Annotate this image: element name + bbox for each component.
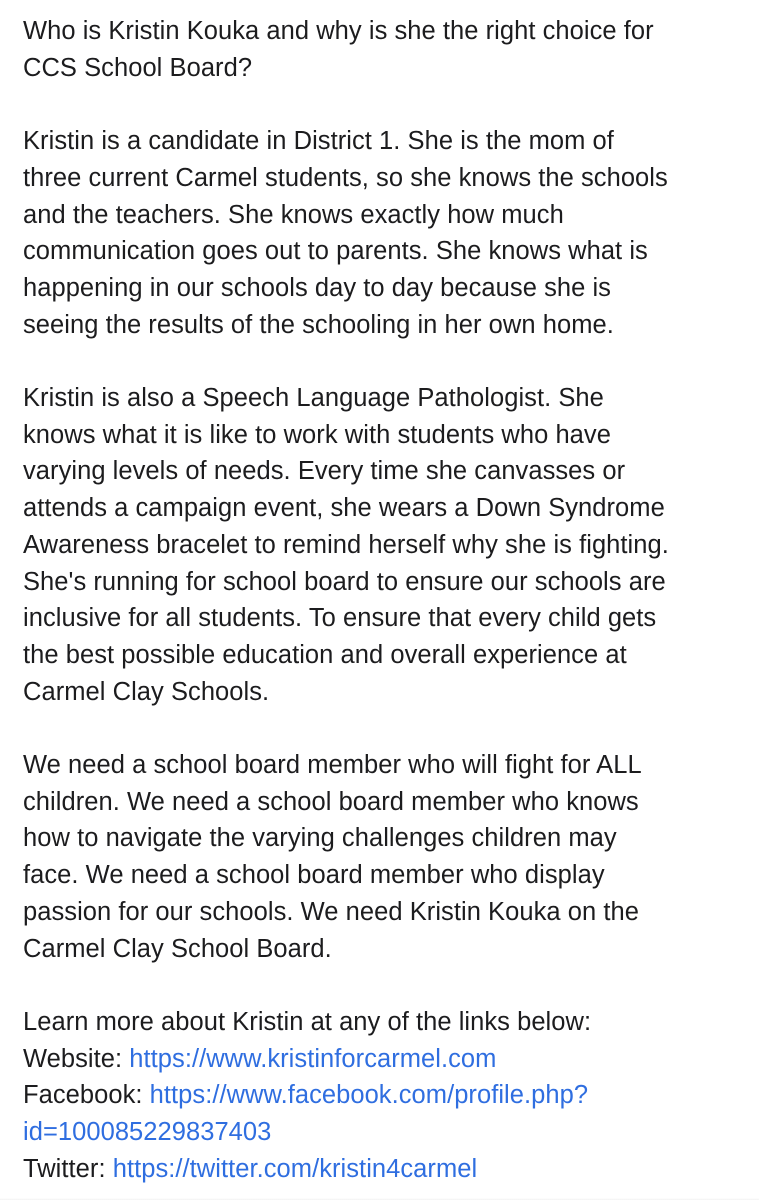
website-label: Website: [23, 1044, 130, 1073]
text-line: how to navigate the varying challenges children may [23, 824, 617, 853]
twitter-label: Twitter: [23, 1154, 113, 1183]
text-line: the best possible education and overall experience at [23, 640, 627, 669]
text-line: seeing the results of the schooling in her own home. [23, 310, 614, 339]
paragraph-call-to-action [23, 747, 737, 967]
text-line: knows what it is like to work with students who have [23, 420, 611, 449]
links-intro: Learn more about Kristin at any of the links below: [23, 1007, 592, 1036]
text-line: varying levels of needs. Every time she canvasses or [23, 457, 626, 486]
text-line: face. We need a school board member who display [23, 861, 605, 890]
twitter-row [23, 1151, 737, 1188]
text-line: children. We need a school board member who knows [23, 787, 639, 816]
text-line: happening in our schools day to day because she is [23, 273, 611, 302]
text-line: We need a school board member who will fight for ALL [23, 751, 642, 780]
text-line: communication goes out to parents. She knows what is [23, 237, 648, 266]
text-line: She's running for school board to ensure our schools are [23, 567, 666, 596]
facebook-link[interactable]: https://www.facebook.com/profile.php? [149, 1081, 589, 1110]
text-line: Carmel Clay Schools. [23, 677, 270, 706]
text-line: three current Carmel students, so she knows the schools [23, 163, 668, 192]
text-line: Carmel Clay School Board. [23, 934, 332, 963]
facebook-row-continued [23, 1114, 737, 1151]
facebook-label: Facebook: [23, 1081, 150, 1110]
paragraph-question [23, 13, 737, 86]
paragraph-candidate-background [23, 123, 737, 343]
text-line: and the teachers. She knows exactly how much [23, 200, 564, 229]
website-link[interactable]: https://www.kristinforcarmel.com [129, 1044, 497, 1073]
website-row [23, 1041, 737, 1078]
text-line: Awareness bracelet to remind herself why she is fighting. [23, 530, 669, 559]
text-line: passion for our schools. We need Kristin Kouka on the [23, 897, 639, 926]
text-line: Who is Kristin Kouka and why is she the right choice for [23, 17, 654, 45]
paragraph-links [23, 1004, 737, 1188]
text-line: attends a campaign event, she wears a Down Syndrome [23, 494, 665, 523]
text-line: CCS School Board? [23, 53, 253, 82]
facebook-link-continued[interactable]: id=100085229837403 [23, 1118, 272, 1147]
text-line: Kristin is a candidate in District 1. She is the mom of [23, 127, 614, 156]
paragraph-profession [23, 380, 737, 710]
twitter-link[interactable]: https://twitter.com/kristin4carmel [112, 1154, 478, 1183]
text-line: Kristin is also a Speech Language Pathologist. She [23, 384, 604, 412]
facebook-row [23, 1077, 737, 1114]
text-line: inclusive for all students. To ensure that every child gets [23, 604, 657, 633]
